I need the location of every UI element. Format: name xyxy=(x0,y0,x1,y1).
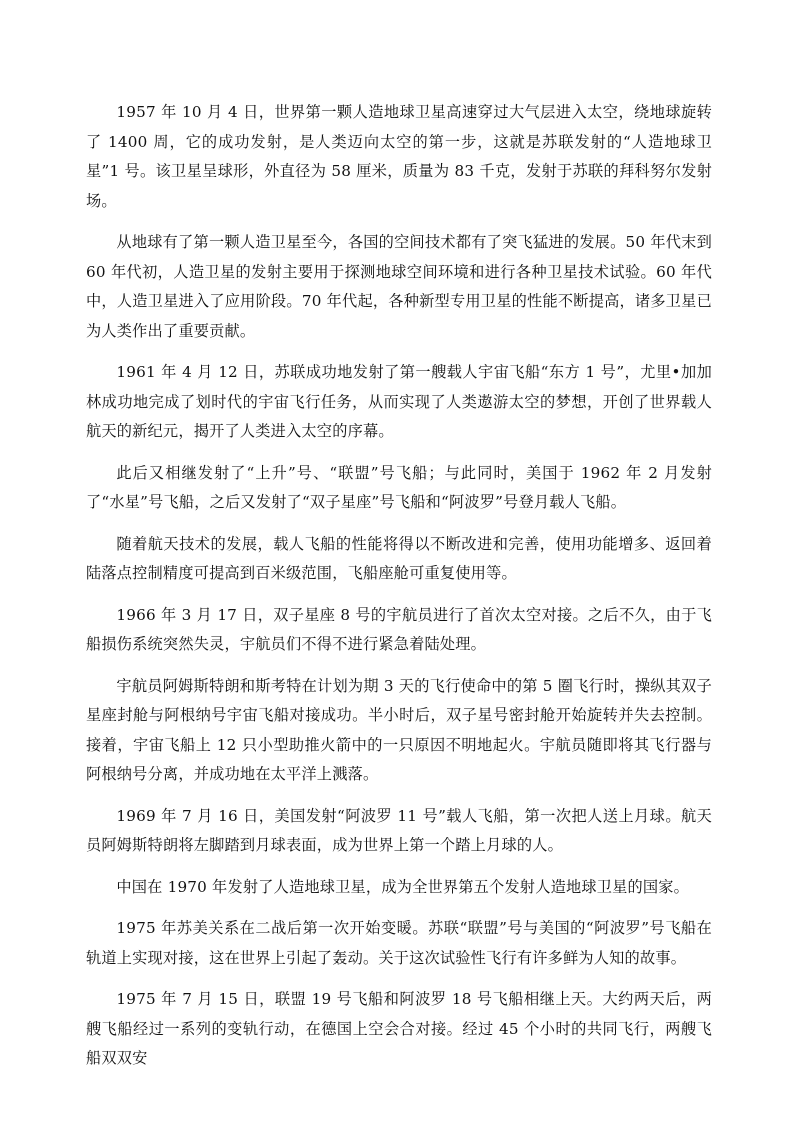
paragraph-5: 随着航天技术的发展，载人飞船的性能将得以不断改进和完善，使用功能增多、返回着陆落点控制精度可提高到百米级范围，飞船座舱可重复使用等。 xyxy=(86,534,712,582)
paragraph-11: 1975 年 7 月 15 日，联盟 19 号飞船和阿波罗 18 号飞船相继上天。大约两天后，两艘飞船经过一系列的变轨行动，在德国上空会合对接。经过 45 个小时的共同飞行，两艘飞船双双安 xyxy=(86,990,712,1067)
paragraph-6: 1966 年 3 月 17 日，双子星座 8 号的宇航员进行了首次太空对接。之后不久，由于飞船损伤系统突然失灵，宇航员们不得不进行紧急着陆处理。 xyxy=(86,605,712,653)
paragraph-1: 1957 年 10 月 4 日，世界第一颗人造地球卫星高速穿过大气层进入太空，绕地球旋转了 1400 周，它的成功发射，是人类迈向太空的第一步，这就是苏联发射的“人造地球卫星”1 号。该卫星呈球形，外直径为 58 厘米，质量为 83 千克，发射于苏联的拜科努尔发射场。 xyxy=(86,103,712,210)
paragraph-4: 此后又相继发射了“上升”号、“联盟”号飞船；与此同时，美国于 1962 年 2 月发射了“水星”号飞船，之后又发射了“双子星座”号飞船和“阿波罗”号登月载人飞船。 xyxy=(86,463,712,511)
paragraph-7: 宇航员阿姆斯特朗和斯考特在计划为期 3 天的飞行使命中的第 5 圈飞行时，操纵其双子星座封舱与阿根纳号宇宙飞船对接成功。半小时后，双子星号密封舱开始旋转并失去控制。接着，宇宙飞船上 12 只小型助推火箭中的一只原因不明地起火。宇航员随即将其飞行器与阿根纳号分离，并成功地在太平洋上溅落。 xyxy=(86,676,712,783)
paragraph-9: 中国在 1970 年发射了人造地球卫星，成为全世界第五个发射人造地球卫星的国家。 xyxy=(116,877,690,896)
paragraph-3: 1961 年 4 月 12 日，苏联成功地发射了第一艘载人宇宙飞船“东方 1 号”，尤里•加加林成功地完成了划时代的宇宙飞行任务，从而实现了人类遨游太空的梦想，开创了世界载人航天的新纪元，揭开了人类进入太空的序幕。 xyxy=(86,363,712,440)
paragraph-10: 1975 年苏美关系在二战后第一次开始变暖。苏联“联盟”号与美国的“阿波罗”号飞船在轨道上实现对接，这在世界上引起了轰动。关于这次试验性飞行有许多鲜为人知的故事。 xyxy=(86,919,712,967)
paragraph-2: 从地球有了第一颗人造卫星至今，各国的空间技术都有了突飞猛进的发展。50 年代末到 60 年代初，人造卫星的发射主要用于探测地球空间环境和进行各种卫星技术试验。60 年代中，人造卫星进入了应用阶段。70 年代起，各种新型专用卫星的性能不断提高，诸多卫星已为人类作出了重要贡献。 xyxy=(86,233,712,340)
paragraph-8: 1969 年 7 月 16 日，美国发射“阿波罗 11 号”载人飞船，第一次把人送上月球。航天员阿姆斯特朗将左脚踏到月球表面，成为世界上第一个踏上月球的人。 xyxy=(86,806,712,854)
